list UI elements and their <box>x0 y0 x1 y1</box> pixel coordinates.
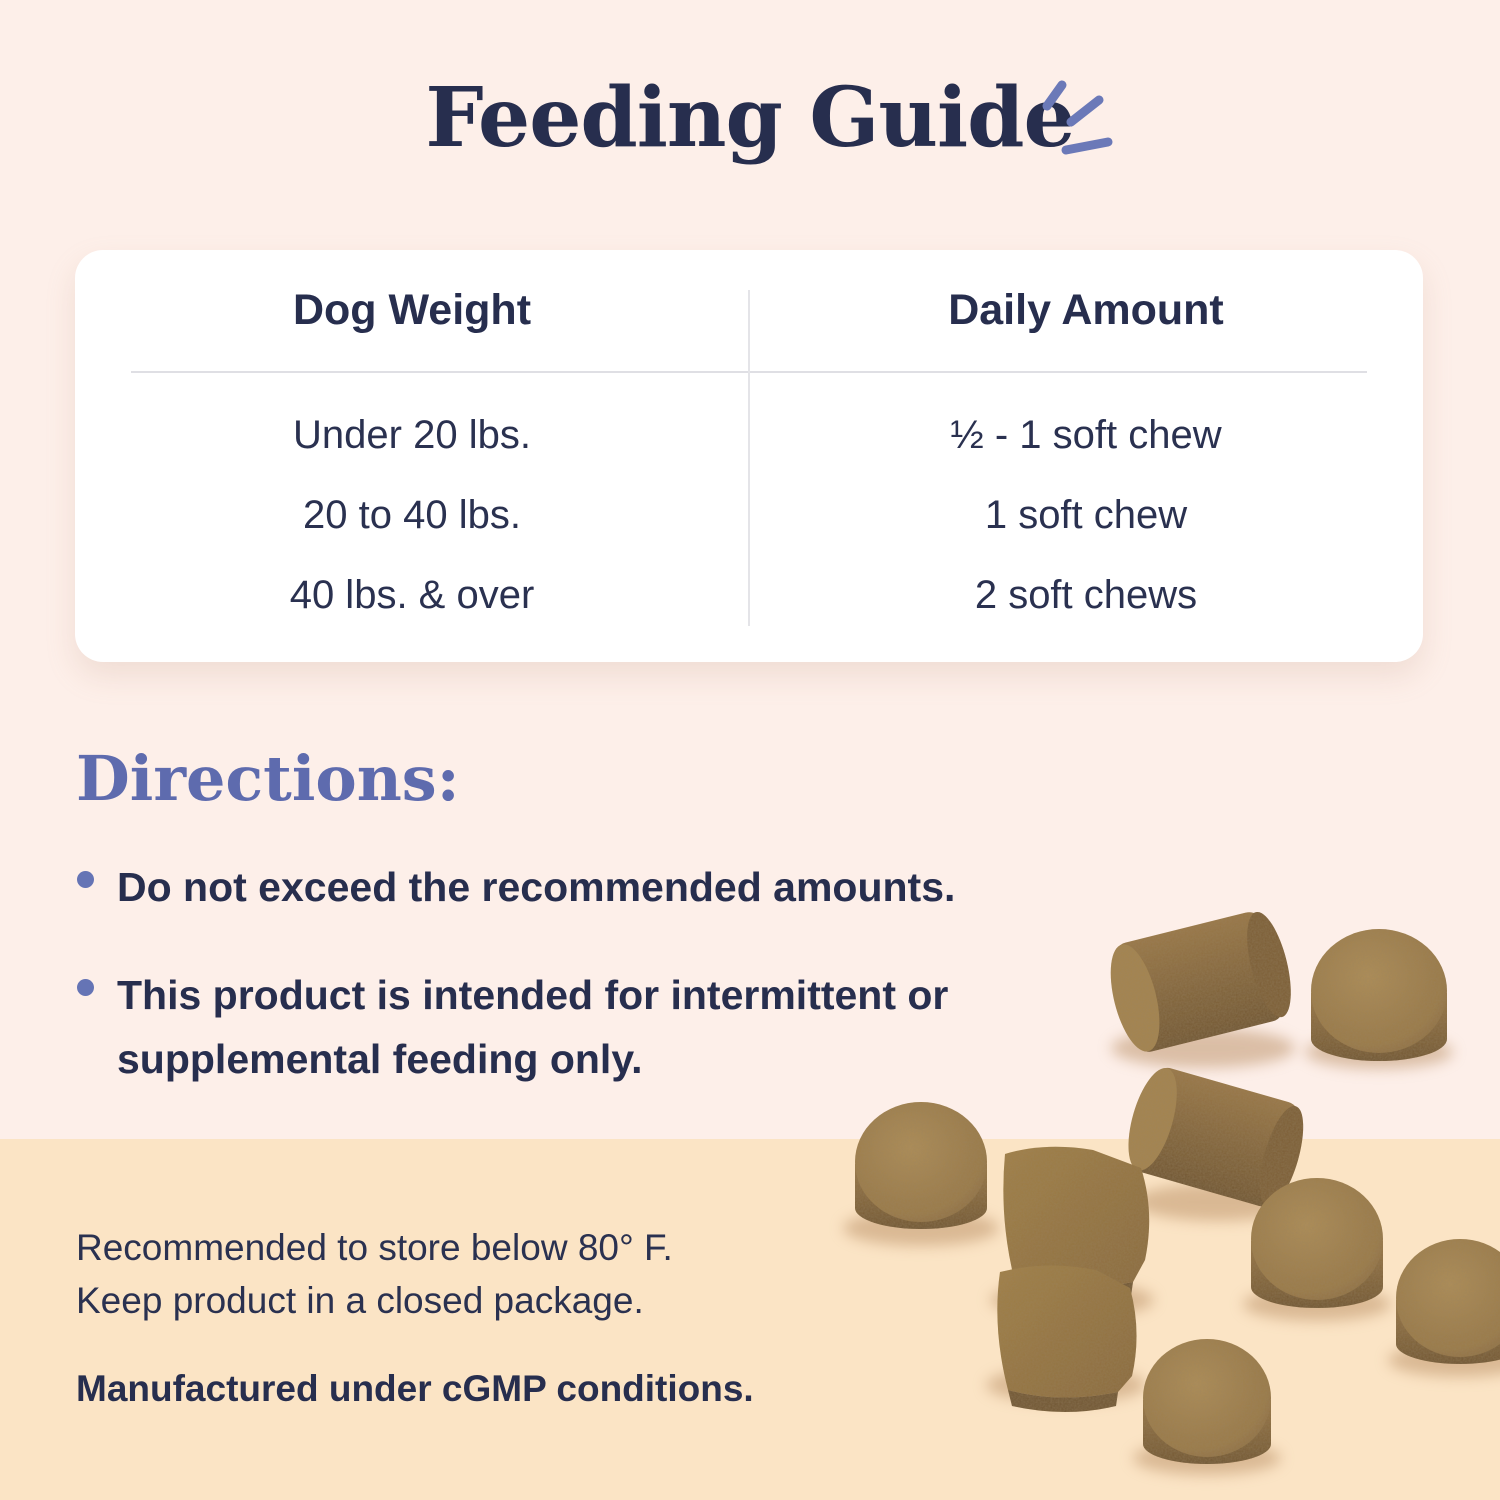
bullet-dot-icon <box>77 871 94 888</box>
column-header-daily-amount: Daily Amount <box>948 286 1224 334</box>
amount-value: 1 soft chew <box>984 492 1188 537</box>
bullet-text: This product is intended for intermittent or supplemental feeding only. <box>117 971 949 1082</box>
emphasis-dashes-icon <box>1035 76 1115 174</box>
weight-value: Under 20 lbs. <box>293 412 531 457</box>
soft-chews-photo <box>820 880 1500 1500</box>
chew-pieces <box>855 906 1500 1464</box>
storage-notes <box>76 1222 673 1327</box>
header <box>0 70 1500 166</box>
cgmp-note: Manufactured under cGMP conditions. <box>76 1368 754 1409</box>
storage-line: Recommended to store below 80° F. <box>76 1227 673 1268</box>
bullet-text: Do not exceed the recommended amounts. <box>117 864 956 910</box>
page-title: Feeding Guide <box>425 70 1075 166</box>
directions-heading: Directions: <box>76 742 460 815</box>
column-header-dog-weight: Dog Weight <box>292 286 532 334</box>
amount-value: ½ - 1 soft chew <box>950 412 1222 457</box>
storage-line: Keep product in a closed package. <box>76 1279 644 1321</box>
feeding-table-card <box>75 250 1423 662</box>
bullet-dot-icon <box>77 979 94 996</box>
amount-value: 2 soft chews <box>974 572 1198 617</box>
column-divider-line <box>748 290 750 626</box>
weight-value: 20 to 40 lbs. <box>303 492 521 537</box>
weight-value: 40 lbs. & over <box>289 572 535 617</box>
